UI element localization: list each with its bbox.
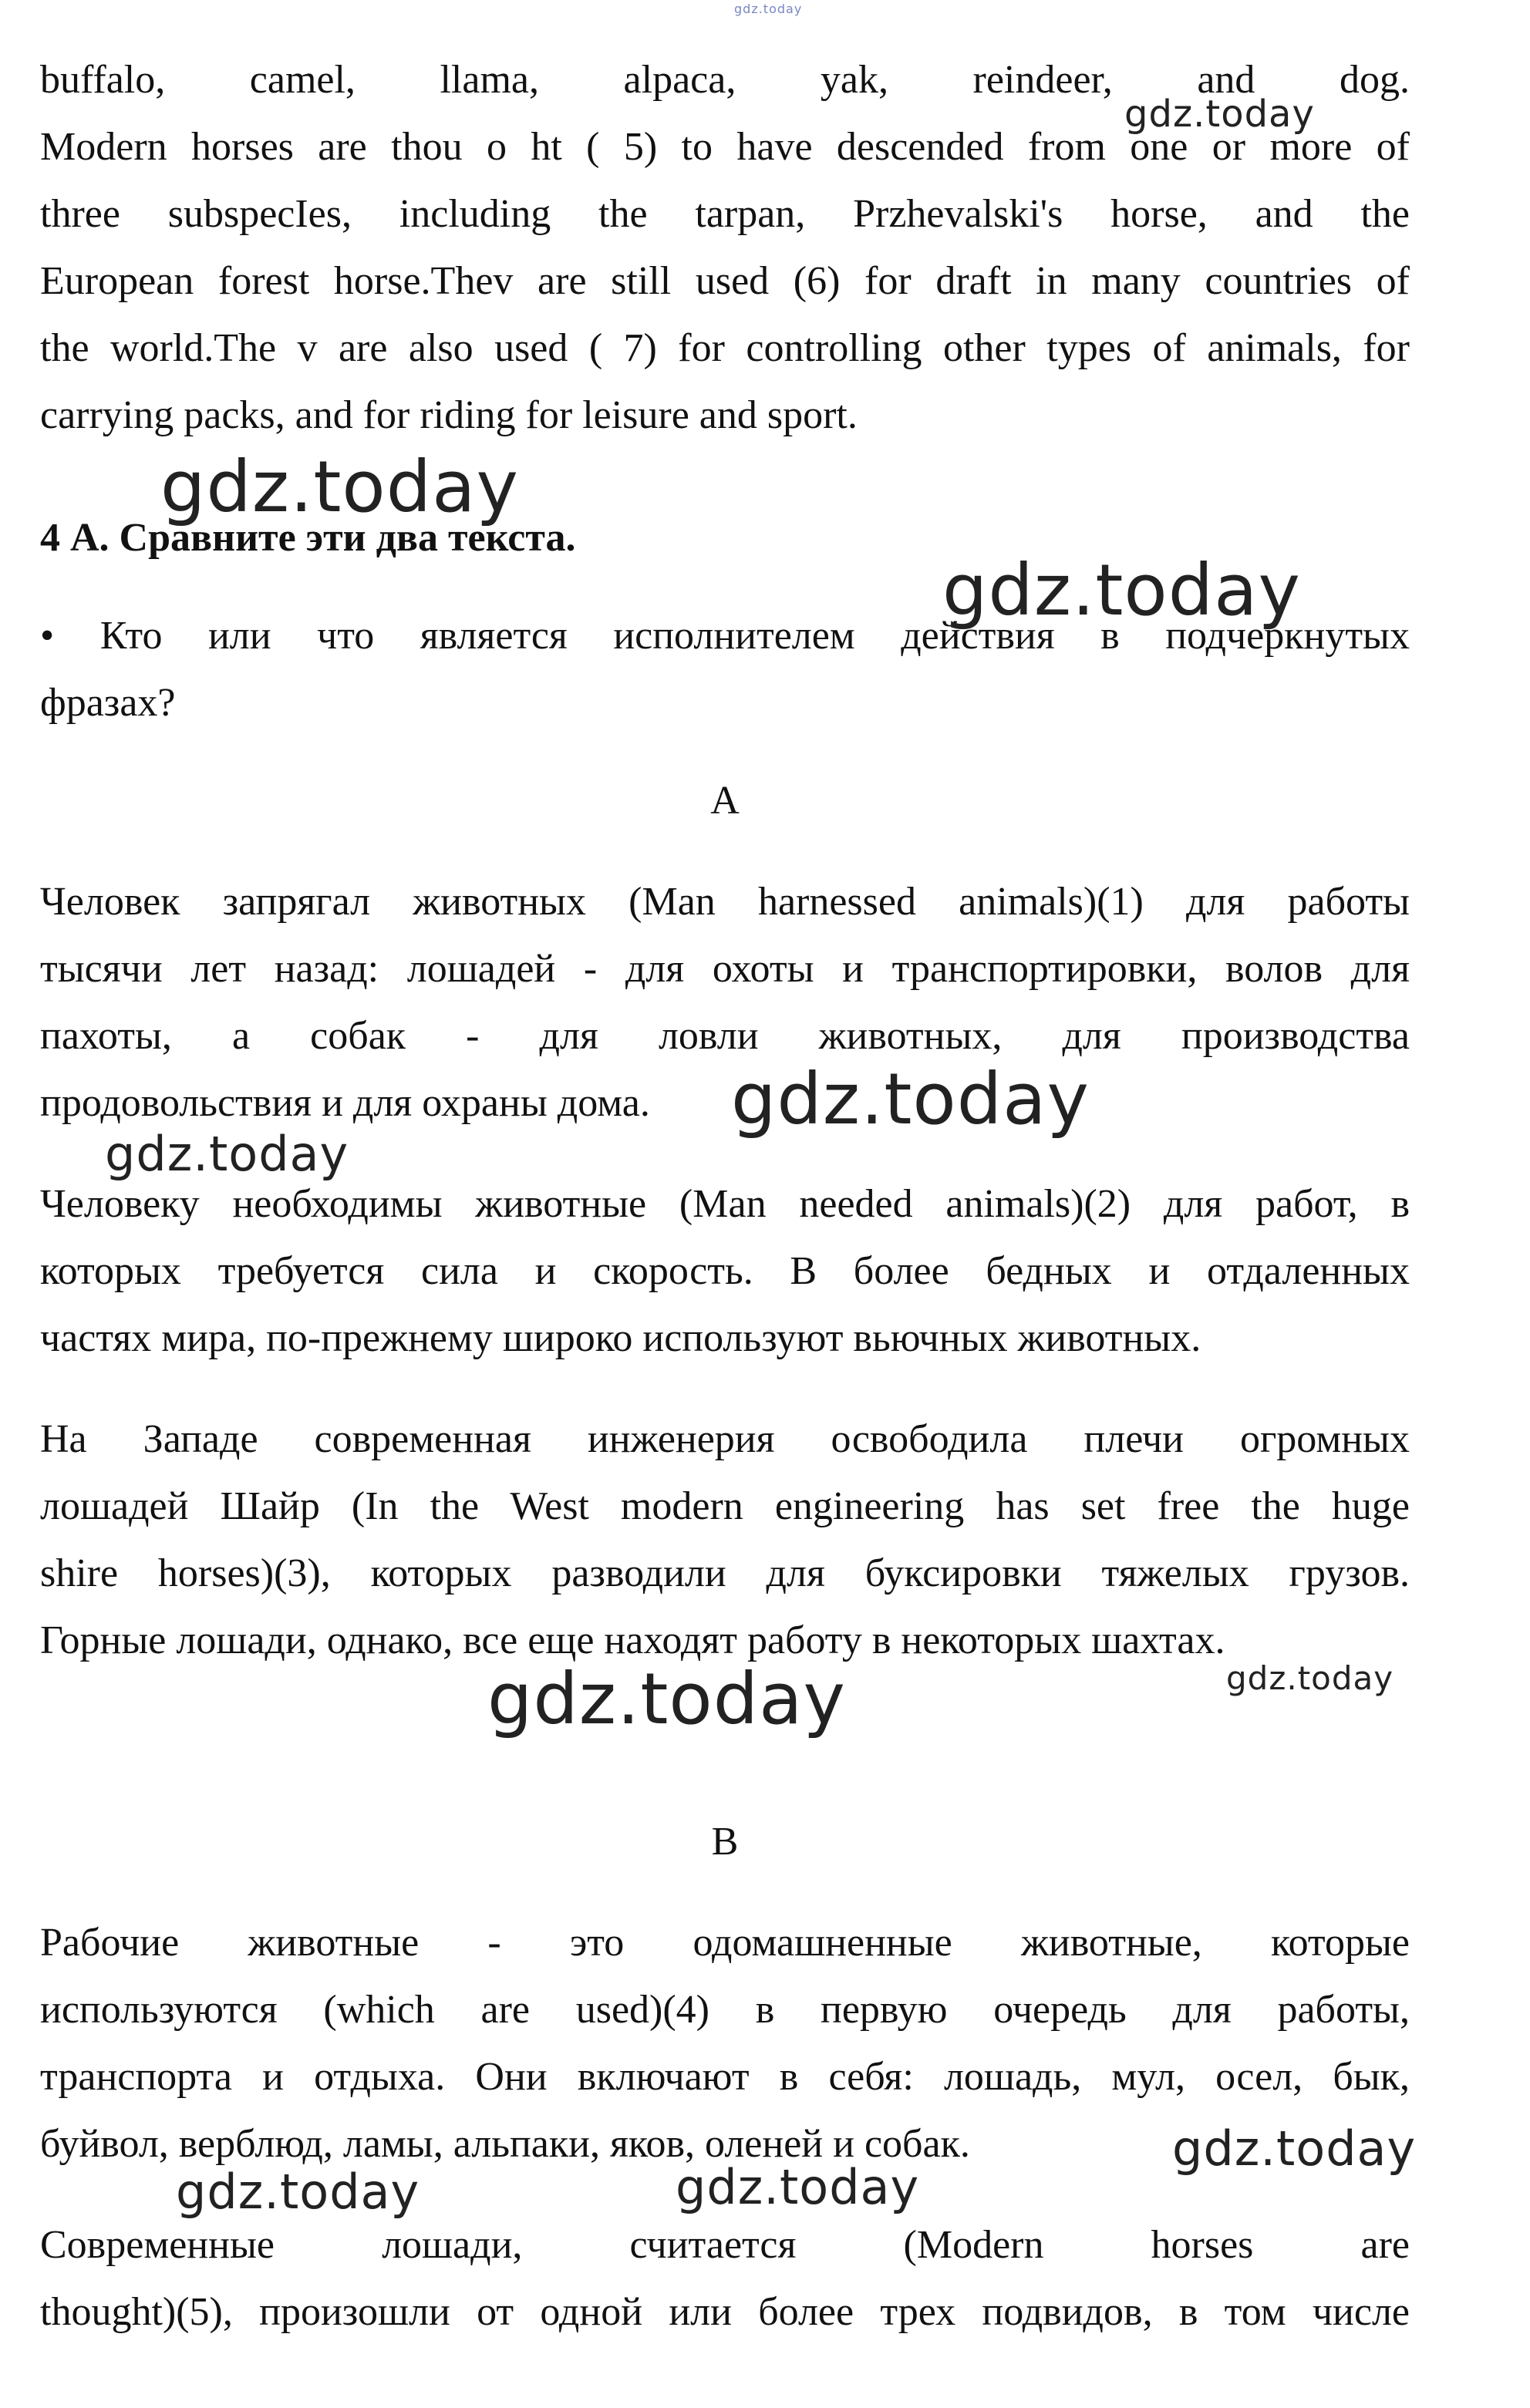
text-line: the world.The v are also used ( 7) for controlling other types of animals, for: [40, 326, 1410, 370]
text-line: Человек запрягал животных (Man harnessed animals)(1) для работы: [40, 880, 1410, 924]
text-line: • Кто или что является исполнителем действия в подчеркнутых: [40, 614, 1410, 658]
watermark: gdz.today: [160, 446, 519, 528]
text-line: thought)(5), произошли от одной или более трех подвидов, в том числе: [40, 2290, 1410, 2334]
watermark: gdz.today: [1124, 93, 1315, 136]
text-line: используются (which are used)(4) в первую очередь для работы,: [40, 1988, 1410, 2032]
watermark: gdz.today: [1172, 2120, 1417, 2177]
text-b-paragraph: [40, 2211, 1410, 2346]
watermark: gdz.today: [487, 1658, 846, 1740]
text-line: Человеку необходимы животные (Man needed animals)(2) для работ, в: [40, 1182, 1410, 1226]
top-watermark: gdz.today: [734, 2, 803, 16]
text-line: транспорта и отдыха. Они включают в себя: лошадь, мул, осел, бык,: [40, 2055, 1410, 2099]
text-line: На Западе современная инженерия освободила плечи огромных: [40, 1417, 1410, 1461]
text-line: продовольствия и для охраны дома.: [40, 1081, 650, 1125]
text-line: пахоты, а собак - для ловли животных, для производства: [40, 1014, 1410, 1058]
text-line: Горные лошади, однако, все еще находят работу в некоторых шахтах.: [40, 1618, 1225, 1662]
text-a-label: A: [710, 779, 740, 823]
text-line: Современные лошади, считается (Modern horses are: [40, 2223, 1410, 2267]
text-line: European forest horse.Thev are still used (6) for draft in many countries of: [40, 259, 1410, 303]
watermark: gdz.today: [1226, 1659, 1394, 1697]
document-page: [40, 46, 1410, 2346]
text-line: частях мира, по-прежнему широко используют вьючных животных.: [40, 1316, 1201, 1360]
text-line: three subspecIes, including the tarpan, Przhevalski's horse, and the: [40, 192, 1410, 236]
text-line: Modern horses are thou o ht ( 5) to have descended from one or more of: [40, 125, 1410, 169]
watermark: gdz.today: [176, 2164, 420, 2220]
text-a-paragraph: [40, 868, 1410, 1137]
text-line: Рабочие животные - это одомашненные животные, которые: [40, 1921, 1410, 1965]
watermark: gdz.today: [676, 2159, 920, 2215]
text-line: которых требуется сила и скорость. В более бедных и отдаленных: [40, 1249, 1410, 1293]
text-line: shire horses)(3), которых разводили для буксировки тяжелых грузов.: [40, 1551, 1410, 1595]
exercise-heading: 4 А. Сравните эти два текста.: [40, 516, 576, 560]
watermark: gdz.today: [731, 1058, 1090, 1140]
watermark: gdz.today: [105, 1126, 349, 1182]
text-line: лошадей Шайр (In the West modern engineering has set free the huge: [40, 1484, 1410, 1528]
text-line: тысячи лет назад: лошадей - для охоты и транспортировки, волов для: [40, 947, 1410, 991]
text-b-label: B: [711, 1820, 739, 1864]
text-line: carrying packs, and for riding for leisure and sport.: [40, 393, 858, 437]
text-line: buffalo, camel, llama, alpaca, yak, reindeer, and dog.: [40, 58, 1410, 102]
text-a-paragraph: [40, 1170, 1410, 1372]
text-line: буйвол, верблюд, ламы, альпаки, яков, оленей и собак.: [40, 2122, 970, 2166]
text-line: фразах?: [40, 681, 176, 725]
text-a-paragraph: [40, 1406, 1410, 1674]
watermark: gdz.today: [942, 549, 1301, 631]
